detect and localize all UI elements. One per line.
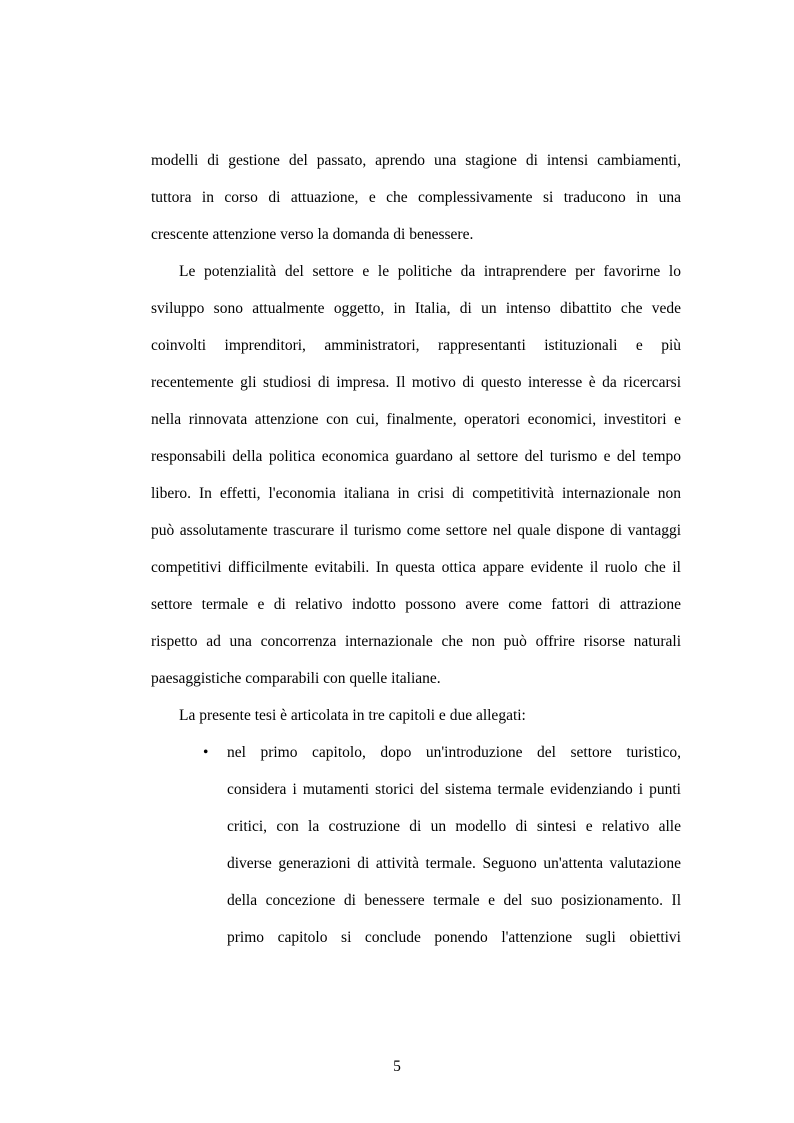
text-line: nella rinnovata attenzione con cui, finalmente, operatori economici, investitori e: [151, 411, 681, 428]
text-line: critici, con la costruzione di un modello di sintesi e relativo alle: [227, 818, 681, 835]
text-line: coinvolti imprenditori, amministratori, rappresentanti istituzionali e più: [151, 337, 681, 354]
text-line: rispetto ad una concorrenza internazionale che non può offrire risorse naturali: [151, 633, 681, 650]
text-line: paesaggistiche comparabili con quelle italiane.: [151, 670, 441, 687]
text-line: competitivi difficilmente evitabili. In questa ottica appare evidente il ruolo che il: [151, 559, 681, 576]
text-line: libero. In effetti, l'economia italiana in crisi di competitività internazionale non: [151, 485, 681, 502]
bullet-marker: •: [203, 744, 209, 761]
text-line: responsabili della politica economica guardano al settore del turismo e del tempo: [151, 448, 681, 465]
text-line: della concezione di benessere termale e del suo posizionamento. Il: [227, 892, 681, 909]
text-line: considera i mutamenti storici del sistema termale evidenziando i punti: [227, 781, 681, 798]
text-line: nel primo capitolo, dopo un'introduzione del settore turistico,: [227, 744, 681, 761]
text-line: primo capitolo si conclude ponendo l'attenzione sugli obiettivi: [227, 929, 681, 946]
text-line: recentemente gli studiosi di impresa. Il motivo di questo interesse è da ricercarsi: [151, 374, 681, 391]
text-line: diverse generazioni di attività termale. Seguono un'attenta valutazione: [227, 855, 681, 872]
text-line: settore termale e di relativo indotto possono avere come fattori di attrazione: [151, 596, 681, 613]
text-line: crescente attenzione verso la domanda di benessere.: [151, 226, 474, 243]
text-line: sviluppo sono attualmente oggetto, in Italia, di un intenso dibattito che vede: [151, 300, 681, 317]
text-line: Le potenzialità del settore e le politiche da intraprendere per favorirne lo: [179, 263, 681, 280]
page-number: 5: [393, 1058, 401, 1075]
text-line: tuttora in corso di attuazione, e che complessivamente si traducono in una: [151, 189, 681, 206]
text-line: può assolutamente trascurare il turismo come settore nel quale dispone di vantaggi: [151, 522, 681, 539]
text-line: La presente tesi è articolata in tre capitoli e due allegati:: [179, 707, 526, 724]
text-line: modelli di gestione del passato, aprendo una stagione di intensi cambiamenti,: [151, 152, 681, 169]
